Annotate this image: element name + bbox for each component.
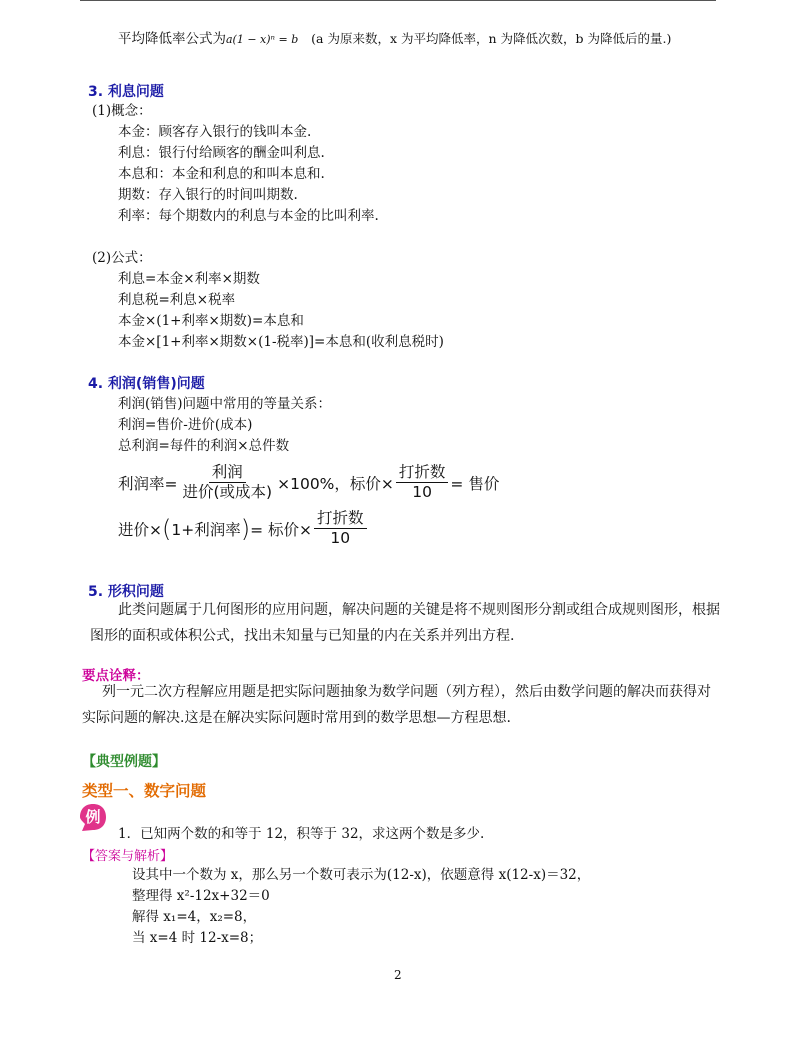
f2-lhs: 进价× bbox=[118, 520, 162, 539]
f2-mid: = 标价× bbox=[250, 520, 313, 539]
right-paren: ) bbox=[240, 514, 251, 543]
solution-step: 设其中一个数为 x，那么另一个数可表示为(12-x)，依题意得 x(12-x)＝32， bbox=[132, 867, 591, 883]
example-question: 1．已知两个数的和等于 12，积等于 32，求这两个数是多少. bbox=[118, 826, 485, 842]
header-rule bbox=[80, 0, 716, 1]
section4-line: 总利润=每件的利润×总件数 bbox=[118, 438, 290, 454]
f1-fraction2 bbox=[396, 463, 449, 502]
keypoints-text: 列一元二次方程解应用题是把实际问题抽象为数学问题（列方程），然后由数学问题的解决而获得对实际问题的解决.这是在解决实际问题时常用到的数学思想—方程思想. bbox=[82, 684, 711, 726]
concept-item: 期数：存入银行的时间叫期数. bbox=[118, 187, 298, 203]
profit-rate-formula bbox=[118, 463, 499, 502]
f1-fraction bbox=[180, 463, 276, 502]
concept-item: 本息和：本金和利息的和叫本息和. bbox=[118, 166, 325, 182]
intro-line bbox=[118, 29, 671, 50]
formula-item: 利息税=利息×税率 bbox=[118, 292, 236, 308]
examples-heading: 【典型例题】 bbox=[82, 754, 166, 770]
formula-item: 利息=本金×利率×期数 bbox=[118, 271, 260, 287]
f2-numerator: 打折数 bbox=[314, 509, 367, 529]
f2-denominator: 10 bbox=[330, 529, 351, 547]
concept-item: 利率：每个期数内的利息与本金的比叫利率. bbox=[118, 208, 379, 224]
concept-item: 本金：顾客存入银行的钱叫本金. bbox=[118, 124, 312, 140]
f1-lhs: 利润率= bbox=[118, 474, 178, 493]
section5-title: 5. 形积问题 bbox=[88, 584, 164, 600]
f1-rhs: = 售价 bbox=[450, 474, 500, 493]
section3-formula-label: (2)公式： bbox=[92, 250, 152, 266]
f1-numerator2: 打折数 bbox=[396, 463, 449, 483]
section4-line: 利润=售价-进价(成本) bbox=[118, 417, 253, 433]
solution-step: 整理得 x²-12x+32＝0 bbox=[132, 888, 270, 904]
solution-step: 解得 x₁=4，x₂=8， bbox=[132, 909, 257, 925]
formula-item: 本金×(1+利率×期数)=本息和 bbox=[118, 313, 304, 329]
formula-item: 本金×[1+利率×期数×(1-税率)]=本息和(收利息税时) bbox=[118, 334, 444, 350]
example-badge-icon bbox=[78, 802, 108, 832]
category-title: 类型一、数字问题 bbox=[82, 782, 207, 800]
f1-denominator2: 10 bbox=[412, 483, 433, 501]
left-paren: ( bbox=[162, 514, 172, 543]
keypoints-title: 要点诠释： bbox=[82, 668, 150, 684]
section3-concept-label: (1)概念： bbox=[92, 103, 152, 119]
f1-mid: ×100%，标价× bbox=[277, 474, 394, 493]
f2-fraction bbox=[314, 509, 367, 548]
cost-price-formula bbox=[118, 509, 369, 548]
section4-line: 利润(销售)问题中常用的等量关系： bbox=[118, 396, 332, 412]
section5-text: 此类问题属于几何图形的应用问题，解决问题的关键是将不规则图形分割或组合成规则图形，根据图形的面积或体积公式，找出未知量与已知量的内在关系并列出方程. bbox=[90, 602, 720, 644]
f1-numerator: 利润 bbox=[209, 463, 246, 483]
section3-title: 3. 利息问题 bbox=[88, 84, 164, 100]
badge-text: 例 bbox=[85, 808, 101, 826]
solution-step: 当 x=4 时 12-x=8； bbox=[132, 930, 263, 946]
page-number: 2 bbox=[394, 968, 402, 982]
intro-suffix: (a 为原来数，x 为平均降低率，n 为降低次数，b 为降低后的量.) bbox=[311, 31, 672, 46]
f2-paren-inner: 1+利润率 bbox=[171, 520, 241, 539]
section4-title: 4. 利润(销售)问题 bbox=[88, 376, 205, 392]
answer-heading: 【答案与解析】 bbox=[82, 849, 174, 864]
intro-prefix: 平均降低率公式为 bbox=[118, 31, 226, 47]
intro-formula: a(1 − x)ⁿ = b bbox=[226, 33, 299, 46]
f1-denominator: 进价(或成本) bbox=[182, 483, 273, 501]
concept-item: 利息：银行付给顾客的酬金叫利息. bbox=[118, 145, 325, 161]
